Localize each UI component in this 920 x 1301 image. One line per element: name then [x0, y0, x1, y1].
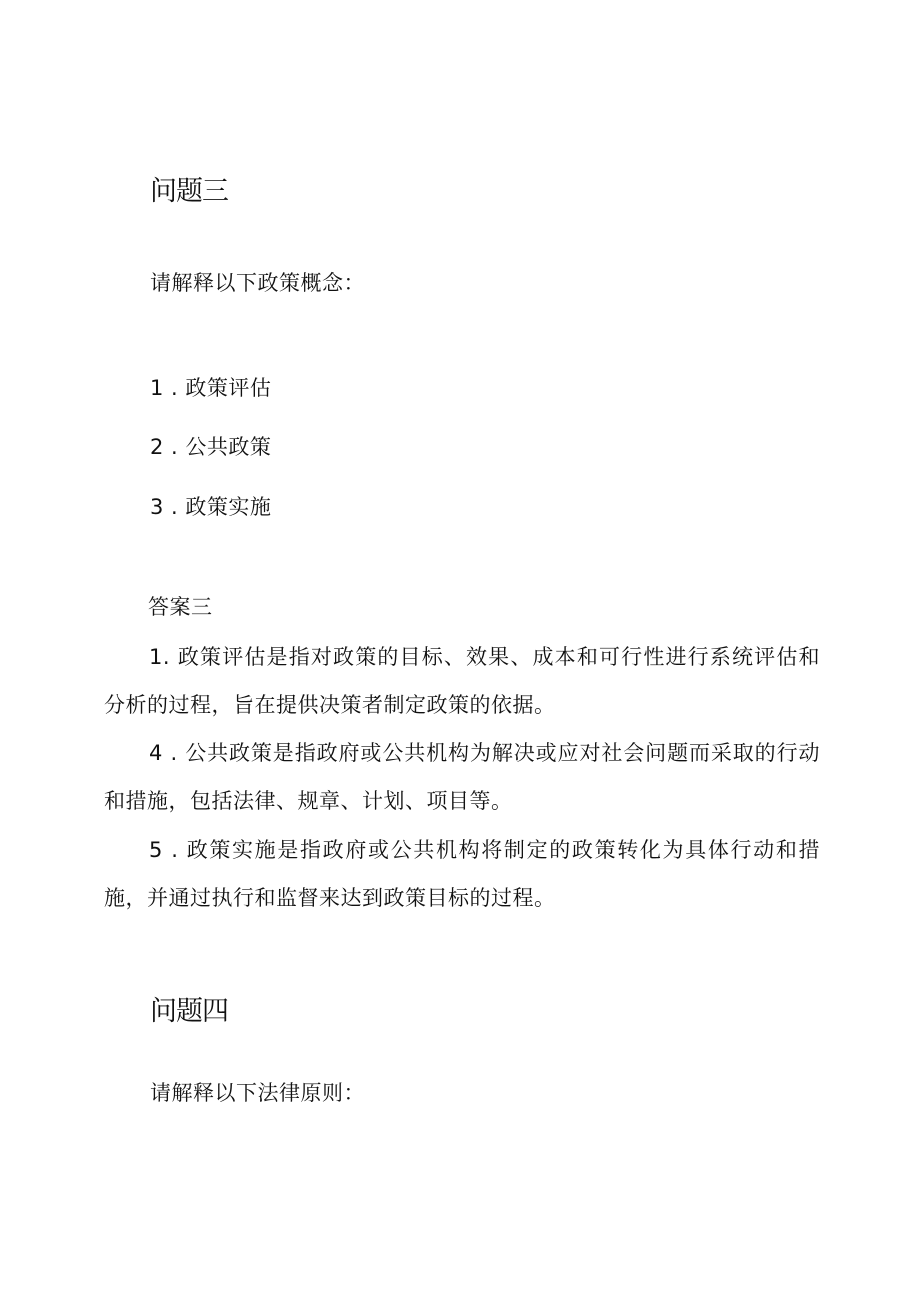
section-4-prompt: 请解释以下法律原则： [150, 1081, 365, 1105]
section-3-item-2: 2 . 公共政策 [150, 435, 272, 459]
section-3-answer-3: 5 . 政策实施是指政府或公共机构将制定的政策转化为具体行动和措施，并通过执行和监督来达到政策目标的过程。 [104, 838, 820, 910]
section-3-answer-1: 1. 政策评估是指对政策的目标、效果、成本和可行性进行系统评估和分析的过程，旨在提供决策者制定政策的依据。 [104, 645, 820, 717]
section-3-answer-2: 4 . 公共政策是指政府或公共机构为解决或应对社会问题而采取的行动和措施，包括法律、规章、计划、项目等。 [104, 741, 820, 813]
section-4-title: 问题四 [150, 996, 228, 1027]
section-3-title: 问题三 [150, 176, 228, 207]
section-3-item-3: 3 . 政策实施 [150, 495, 272, 519]
section-3-prompt: 请解释以下政策概念： [150, 271, 365, 295]
section-3-answer-title: 答案三 [148, 595, 213, 619]
section-3-item-1: 1 . 政策评估 [150, 376, 272, 400]
